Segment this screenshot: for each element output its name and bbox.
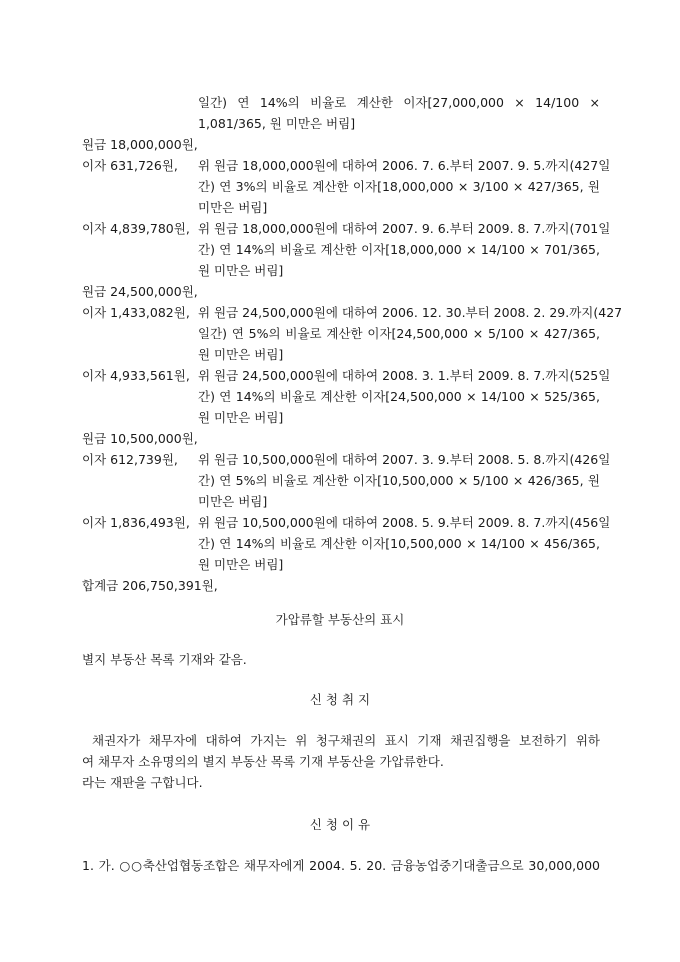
principal-label: 원금 10,500,000원,	[82, 431, 198, 446]
interest-label: 이자 612,739원,	[82, 452, 178, 467]
purpose-line: 채권자가 채무자에 대하여 가지는 위 청구채권의 표시 기재 채권집행을 보전하기 위하	[92, 733, 600, 748]
interest-detail-line: 일간) 연 5%의 비율로 계산한 이자[24,500,000 × 5/100 × 427/365,	[198, 326, 600, 341]
interest-detail-line: 위 원금 10,500,000원에 대하여 2008. 5. 9.부터 2009. 8. 7.까지(456일	[198, 515, 611, 530]
interest-detail-line: 간) 연 3%의 비율로 계산한 이자[18,000,000 × 3/100 × 427/365, 원	[198, 179, 600, 194]
reason-line: 1. 가. ○○축산업협동조합은 채무자에게 2004. 5. 20. 금융농업중기대출금으로 30,000,000	[82, 858, 600, 873]
interest-detail-line: 원 미만은 버림]	[198, 410, 284, 425]
principal-label: 원금 24,500,000원,	[82, 284, 198, 299]
interest-detail-line: 원 미만은 버림]	[198, 557, 284, 572]
interest-detail-line: 위 원금 18,000,000원에 대하여 2006. 7. 6.부터 2007. 9. 5.까지(427일	[198, 158, 611, 173]
purpose-line: 라는 재판을 구합니다.	[82, 775, 203, 790]
interest-detail-line: 미만은 버림]	[198, 494, 268, 509]
interest-detail-line: 간) 연 5%의 비율로 계산한 이자[10,500,000 × 5/100 × 426/365, 원	[198, 473, 600, 488]
interest-label: 이자 1,433,082원,	[82, 305, 190, 320]
interest-detail-line: 간) 연 14%의 비율로 계산한 이자[24,500,000 × 14/100 × 525/365,	[198, 389, 600, 404]
interest-detail-line: 간) 연 14%의 비율로 계산한 이자[10,500,000 × 14/100 × 456/365,	[198, 536, 600, 551]
interest-detail-line: 원 미만은 버림]	[198, 263, 284, 278]
interest-detail-line: 원 미만은 버림]	[198, 347, 284, 362]
interest-detail-line: 간) 연 14%의 비율로 계산한 이자[18,000,000 × 14/100 × 701/365,	[198, 242, 600, 257]
section-title-property: 가압류할 부동산의 표시	[275, 612, 405, 627]
interest-detail-line: 미만은 버림]	[198, 200, 268, 215]
interest-detail-line: 위 원금 10,500,000원에 대하여 2007. 3. 9.부터 2008. 5. 8.까지(426일	[198, 452, 611, 467]
principal-label: 원금 18,000,000원,	[82, 137, 198, 152]
interest-detail-line: 위 원금 18,000,000원에 대하여 2007. 9. 6.부터 2009. 8. 7.까지(701일	[198, 221, 611, 236]
continued-text-line: 일간) 연 14%의 비율로 계산한 이자[27,000,000 × 14/100 ×	[198, 95, 600, 110]
continued-text-line: 1,081/365, 원 미만은 버림]	[198, 116, 356, 131]
interest-label: 이자 4,933,561원,	[82, 368, 190, 383]
interest-label: 이자 631,726원,	[82, 158, 178, 173]
property-description: 별지 부동산 목록 기재와 같음.	[82, 652, 247, 667]
purpose-line: 여 채무자 소유명의의 별지 부동산 목록 기재 부동산을 가압류한다.	[82, 754, 444, 769]
interest-label: 이자 1,836,493원,	[82, 515, 190, 530]
interest-label: 이자 4,839,780원,	[82, 221, 190, 236]
interest-detail-line: 위 원금 24,500,000원에 대하여 2008. 3. 1.부터 2009. 8. 7.까지(525일	[198, 368, 611, 383]
section-title-purpose: 신 청 취 지	[309, 692, 371, 707]
total-amount: 합계금 206,750,391원,	[82, 578, 218, 593]
interest-detail-line: 위 원금 24,500,000원에 대하여 2006. 12. 30.부터 2008. 2. 29.까지(427	[198, 305, 623, 320]
section-title-reason: 신 청 이 유	[309, 817, 371, 832]
